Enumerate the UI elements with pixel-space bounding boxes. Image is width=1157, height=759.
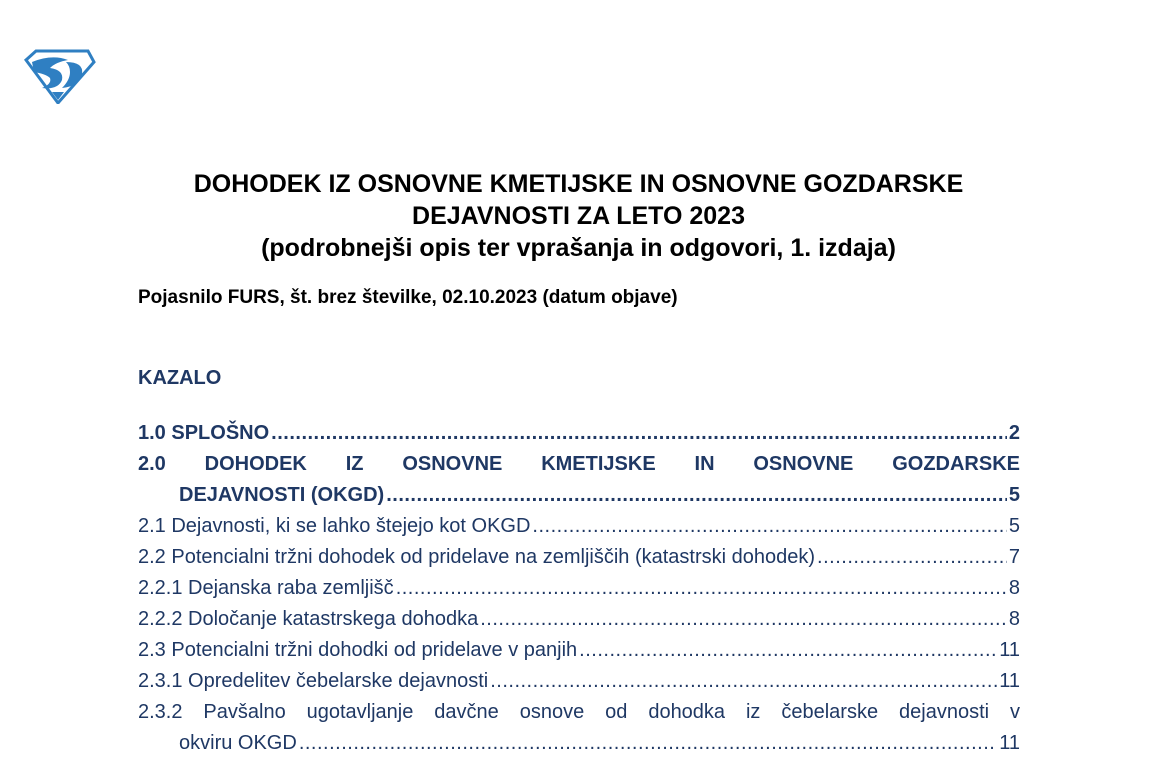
toc-entry-label: DEJAVNOSTI (OKGD) bbox=[179, 484, 385, 506]
toc-entry-2-1[interactable] bbox=[138, 511, 1020, 542]
toc-entry-2-3-2[interactable] bbox=[138, 697, 1020, 759]
toc-entry-label: 2.3 Potencialni tržni dohodki od pridelave v panjih bbox=[138, 639, 578, 661]
table-of-contents bbox=[138, 418, 1020, 759]
toc-entry-2-3[interactable] bbox=[138, 635, 1020, 666]
toc-entry-label: 1.0 SPLOŠNO bbox=[138, 422, 270, 444]
toc-entry-2-0[interactable] bbox=[138, 449, 1020, 511]
toc-entry-label-line: 2.3.2 Pavšalno ugotavljanje davčne osnove od dohodka iz čebelarske dejavnosti v bbox=[138, 701, 1020, 723]
toc-entry-1-0[interactable] bbox=[138, 418, 1020, 449]
toc-heading: KAZALO bbox=[138, 367, 222, 389]
toc-entry-page: 8 bbox=[1008, 608, 1020, 630]
toc-leader-dots bbox=[490, 666, 997, 697]
toc-leader-dots bbox=[396, 573, 1007, 604]
toc-entry-2-2[interactable] bbox=[138, 542, 1020, 573]
toc-entry-page: 5 bbox=[1008, 515, 1020, 537]
toc-leader-dots bbox=[271, 418, 1007, 449]
toc-leader-dots bbox=[386, 480, 1007, 511]
toc-entry-page: 7 bbox=[1008, 546, 1020, 568]
document-subtitle: Pojasnilo FURS, št. brez številke, 02.10.2023 (datum objave) bbox=[138, 287, 678, 308]
toc-entry-2-3-1[interactable] bbox=[138, 666, 1020, 697]
toc-entry-label: okviru OKGD bbox=[179, 732, 297, 754]
toc-entry-label: 2.3.1 Opredelitev čebelarske dejavnosti bbox=[138, 670, 489, 692]
furs-logo bbox=[22, 48, 96, 104]
toc-entry-page: 11 bbox=[999, 639, 1020, 661]
toc-entry-page: 2 bbox=[1008, 422, 1020, 444]
toc-leader-dots bbox=[299, 728, 997, 759]
toc-leader-dots bbox=[579, 635, 997, 666]
toc-entry-label: 2.2.2 Določanje katastrskega dohodka bbox=[138, 608, 479, 630]
toc-leader-dots bbox=[532, 511, 1006, 542]
toc-entry-2-2-1[interactable] bbox=[138, 573, 1020, 604]
toc-entry-label-line: 2.0 DOHODEK IZ OSNOVNE KMETIJSKE IN OSNOVNE GOZDARSKE bbox=[138, 453, 1020, 475]
toc-entry-label: 2.1 Dejavnosti, ki se lahko štejejo kot OKGD bbox=[138, 515, 531, 537]
toc-leader-dots bbox=[480, 604, 1007, 635]
toc-entry-label: 2.2.1 Dejanska raba zemljišč bbox=[138, 577, 394, 599]
toc-entry-2-2-2[interactable] bbox=[138, 604, 1020, 635]
toc-entry-page: 8 bbox=[1008, 577, 1020, 599]
toc-entry-page: 5 bbox=[1008, 484, 1020, 506]
document-title bbox=[0, 168, 1157, 264]
title-line-3: (podrobnejši opis ter vprašanja in odgovori, 1. izdaja) bbox=[261, 234, 896, 262]
title-line-2: DEJAVNOSTI ZA LETO 2023 bbox=[412, 202, 745, 230]
toc-entry-page: 11 bbox=[999, 732, 1020, 754]
title-line-1: DOHODEK IZ OSNOVNE KMETIJSKE IN OSNOVNE GOZDARSKE bbox=[193, 170, 964, 198]
toc-entry-page: 11 bbox=[999, 670, 1020, 692]
toc-entry-label: 2.2 Potencialni tržni dohodek od pridelave na zemljiščih (katastrski dohodek) bbox=[138, 546, 816, 568]
toc-leader-dots bbox=[817, 542, 1007, 573]
